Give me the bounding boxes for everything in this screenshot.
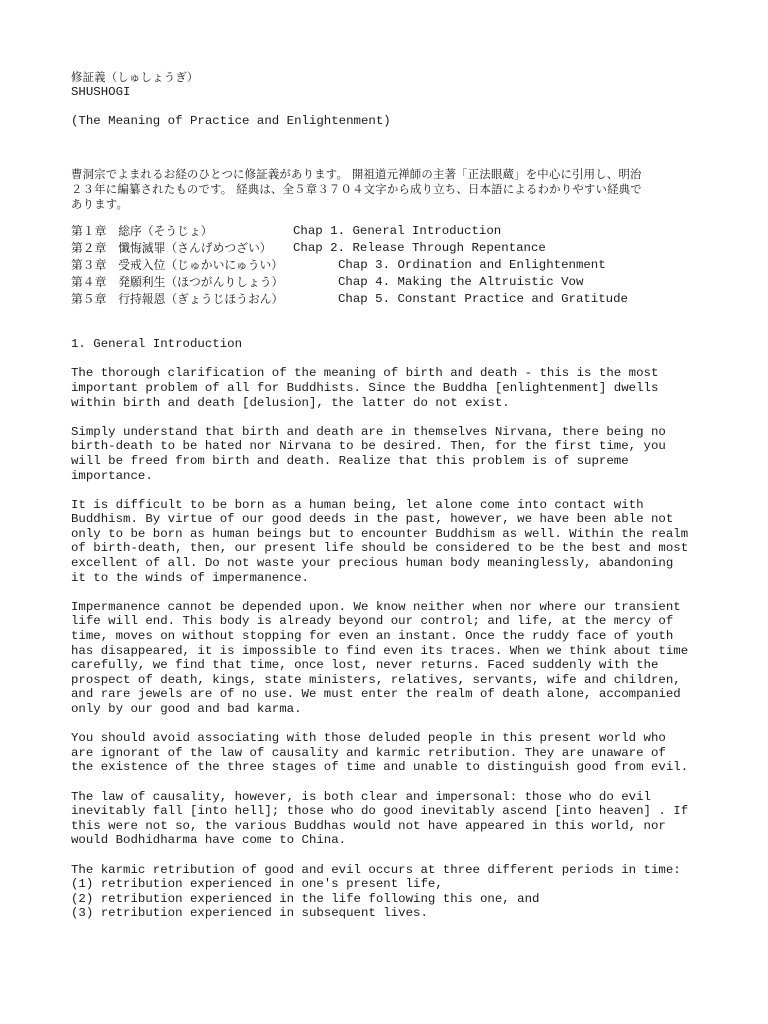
- chapter-jp: 第３章 受戒入位（じゅかいにゅうい）: [71, 258, 284, 273]
- paragraph: [71, 425, 711, 483]
- paragraph-line: importance.: [71, 468, 153, 483]
- paragraph: [71, 790, 711, 848]
- chapter-row: [71, 257, 711, 274]
- document-page: [71, 70, 711, 921]
- spacer: [71, 145, 711, 167]
- intro-line: 曹洞宗でよまれるお経のひとつに修証義があります。 開祖道元禅師の主著「正法眼蔵」を中心に引用し、明治: [71, 167, 642, 182]
- paragraph-line: Buddhism. By virtue of our good deeds in the past, however, we have been able not: [71, 512, 674, 527]
- title-japanese: 修証義（しゅしょうぎ）: [71, 70, 199, 84]
- paragraph-line: of birth-death, then, our present life should be considered to be the best and most: [71, 541, 689, 556]
- paragraph-line: this were not so, the various Buddhas would not have appeared in this world, nor: [71, 818, 666, 833]
- paragraph-line: (3) retribution experienced in subsequent lives.: [71, 906, 428, 921]
- paragraph-line: only to be born as human beings but to encounter Buddhism as well. Within the realm: [71, 526, 689, 541]
- chapter-en: Chap 1. General Introduction: [293, 224, 502, 239]
- intro-line: ２３年に編纂されたものです。 経典は、全５章３７０４文字から成り立ち、日本語によるわかりやすい経典で: [71, 181, 642, 196]
- paragraph-line: Simply understand that birth and death are in themselves Nirvana, there being no: [71, 424, 666, 439]
- paragraph-line: and rare jewels are of no use. We must enter the realm of death alone, accompanied: [71, 687, 681, 702]
- paragraph-line: It is difficult to be born as a human being, let alone come into contact with: [71, 497, 644, 512]
- paragraph-line: Impermanence cannot be depended upon. We know neither when nor where our transient: [71, 599, 681, 614]
- title-romaji: SHUSHOGI: [71, 84, 131, 99]
- chapter-row: [71, 274, 711, 291]
- paragraph-line: The karmic retribution of good and evil occurs at three different periods in time:: [71, 862, 681, 877]
- chapter-row: [71, 223, 711, 240]
- paragraph-line: time, moves on without stopping for even an instant. Once the ruddy face of youth: [71, 629, 674, 644]
- chapter-jp: 第２章 懺悔滅罪（さんげめつざい）: [71, 241, 272, 256]
- paragraph-line: The law of causality, however, is both clear and impersonal: those who do evil: [71, 789, 651, 804]
- chapter-en: Chap 2. Release Through Repentance: [293, 241, 546, 256]
- chapter-row: [71, 291, 711, 308]
- chapter-list: [71, 223, 711, 308]
- chapter-jp: 第５章 行持報恩（ぎょうじほうおん）: [71, 292, 284, 307]
- paragraph-line: are ignorant of the law of causality and karmic retribution. They are unaware of: [71, 745, 666, 760]
- chapter-en: Chap 5. Constant Practice and Gratitude: [338, 292, 628, 307]
- chapter-en: Chap 3. Ordination and Enlightenment: [338, 258, 606, 273]
- paragraph-line: only by our good and bad karma.: [71, 702, 302, 716]
- section-body: [71, 366, 711, 921]
- chapter-jp: 第４章 発願利生（ほつがんりしょう）: [71, 275, 284, 290]
- paragraph-line: The thorough clarification of the meaning of birth and death - this is the most: [71, 366, 659, 381]
- section-heading: 1. General Introduction: [71, 337, 243, 352]
- paragraph-line: carefully, we find that time, once lost, never returns. Faced suddenly with the: [71, 658, 659, 673]
- intro-line: あります。: [71, 196, 129, 211]
- paragraph: [71, 600, 711, 717]
- paragraph-line: the existence of the three stages of time and unable to distinguish good from evil.: [71, 760, 689, 775]
- chapter-jp: 第１章 総序（そうじょ）: [71, 224, 213, 239]
- paragraph-line: within birth and death [delusion], the latter do not exist.: [71, 395, 510, 410]
- paragraph-line: it to the winds of impermanence.: [71, 570, 309, 585]
- paragraph-line: (2) retribution experienced in the life following this one, and: [71, 891, 540, 906]
- paragraph: [71, 863, 711, 921]
- paragraph-line: important problem of all for Buddhists. Since the Buddha [enlightenment] dwells: [71, 380, 659, 395]
- paragraph-line: life will end. This body is already beyond our control; and life, at the mercy of: [71, 614, 674, 629]
- paragraph-line: will be freed from birth and death. Realize that this problem is of supreme: [71, 453, 629, 468]
- spacer: [71, 99, 711, 114]
- paragraph-line: You should avoid associating with those deluded people in this present world who: [71, 731, 666, 746]
- paragraph: [71, 731, 711, 775]
- subtitle: (The Meaning of Practice and Enlightenment): [71, 113, 391, 128]
- paragraph-line: prospect of death, kings, state ministers, relatives, servants, wife and children,: [71, 672, 681, 687]
- intro-japanese: [71, 145, 711, 211]
- paragraph-line: has disappeared, it is impossible to find even its traces. When we think about time: [71, 643, 689, 658]
- paragraph: [71, 366, 711, 410]
- paragraph-line: (1) retribution experienced in one's present life,: [71, 877, 443, 892]
- paragraph-line: excellent of all. Do not waste your precious human body meaninglessly, abandoning: [71, 556, 674, 571]
- paragraph-line: would Bodhidharma have come to China.: [71, 833, 347, 848]
- paragraph-line: inevitably fall [into hell]; those who do good inevitably ascend [into heaven] . If: [71, 804, 689, 819]
- chapter-en: Chap 4. Making the Altruistic Vow: [338, 275, 584, 290]
- paragraph: [71, 498, 711, 586]
- paragraph-line: birth-death to be hated nor Nirvana to be desired. Then, for the first time, you: [71, 439, 666, 454]
- chapter-row: [71, 240, 711, 257]
